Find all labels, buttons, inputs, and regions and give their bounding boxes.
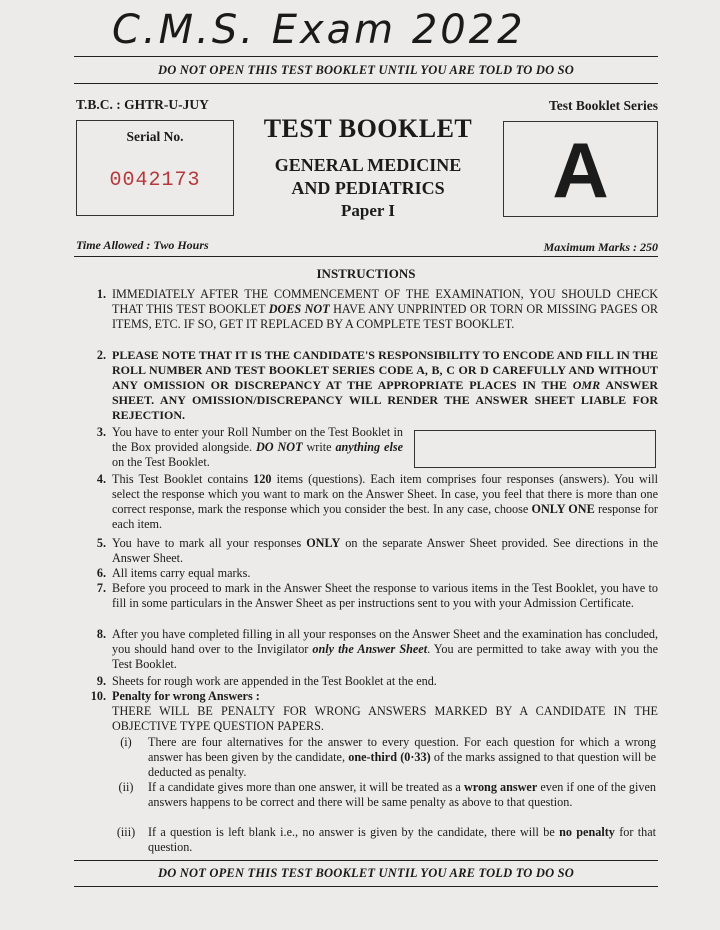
subject-line-1: GENERAL MEDICINE: [274, 155, 462, 175]
instructions-heading: INSTRUCTIONS: [316, 266, 416, 281]
instruction-number: 8.: [96, 627, 106, 641]
instruction-text: If a candidate gives more than one answer, it will be treated as a: [148, 780, 464, 794]
time-allowed: Time Allowed : Two Hours: [76, 238, 209, 252]
instruction-text: Before you proceed to mark in the Answer Sheet the response to various items in the Test Booklet, you have to fill in some particulars in the Answer Sheet as per instructions sent to you with your Admission Certificate.: [112, 581, 658, 610]
instruction-number: 7.: [96, 581, 106, 595]
subject-line-2: AND PEDIATRICS: [291, 178, 445, 198]
top-rule: [74, 56, 658, 57]
instruction-text: IMMEDIATELY AFTER THE COMMENCEMENT OF THE EXAMINATION, YOU SHOULD CHECK THAT THIS TEST BOOKLET: [112, 287, 658, 316]
instruction-number: 3.: [96, 425, 106, 439]
booklet-title: TEST BOOKLET: [263, 114, 473, 143]
subitem-number: (i): [120, 735, 132, 749]
instruction-text: . You are permitted to take away with you the Test Booklet.: [112, 642, 658, 671]
bottom-banner: DO NOT OPEN THIS TEST BOOKLET UNTIL YOU ARE TOLD TO DO SO: [157, 866, 575, 880]
instruction-emphasis: only the Answer Sheet: [312, 642, 428, 656]
serial-number: 0042173: [109, 169, 201, 192]
penalty-heading: Penalty for wrong Answers :: [112, 689, 260, 703]
instruction-number: 2.: [96, 348, 106, 362]
instruction-emphasis: anything else: [335, 440, 404, 454]
instruction-text: Sheets for rough work are appended in the Test Booklet at the end.: [112, 674, 437, 688]
instruction-text: If a question is left blank i.e., no answer is given by the candidate, there will be: [148, 825, 560, 839]
instruction-text: write: [302, 440, 336, 454]
instruction-emphasis: 120: [253, 472, 272, 486]
maximum-marks: Maximum Marks : 250: [543, 240, 658, 254]
instruction-text: This Test Booklet contains: [112, 472, 254, 486]
instruction-emphasis: DOES NOT: [268, 302, 330, 316]
tbc-code: T.B.C. : GHTR-U-JUY: [76, 97, 209, 112]
instruction-number: 5.: [96, 536, 106, 550]
instruction-text: items (questions). Each item comprises four responses (answers). You will select the response which you want to mark on the Answer Sheet. In case, you feel that there is more than one correct response, mark the response which you consider the best. In any case, choose: [112, 472, 658, 516]
instruction-text: All items carry equal marks.: [112, 566, 251, 580]
instruction-text: After you have completed filling in all your responses on the Answer Sheet and the examination has concluded, you should hand over to the Invigilator: [112, 627, 658, 656]
instruction-emphasis: DO NOT: [255, 440, 303, 454]
instruction-text: THERE WILL BE PENALTY FOR WRONG ANSWERS MARKED BY A CANDIDATE IN THE OBJECTIVE TYPE QUESTION PAPERS.: [112, 704, 658, 733]
instruction-emphasis: wrong answer: [463, 780, 538, 794]
instruction-number: 1.: [96, 287, 106, 301]
instruction-text: ANSWER SHEET. ANY OMISSION/DISCREPANCY WILL RENDER THE ANSWER SHEET LIABLE FOR REJECTION.: [112, 378, 658, 422]
series-letter: A: [552, 126, 609, 214]
top-rule-lower: [74, 83, 658, 84]
series-box: [503, 121, 658, 217]
subitem-number: (ii): [118, 780, 134, 794]
instruction-emphasis: no penalty: [559, 825, 615, 839]
serial-label: Serial No.: [126, 129, 184, 144]
subitem-number: (iii): [116, 825, 136, 839]
instruction-text: There are four alternatives for the answer to every question. For each question for which a wrong answer has been given by the candidate,: [148, 735, 656, 764]
instruction-text: on the separate Answer Sheet provided. See directions in the Answer Sheet.: [112, 536, 658, 565]
instruction-emphasis: one-third (0·33): [348, 750, 431, 764]
instruction-text: response for each item.: [112, 502, 658, 531]
instruction-text: HAVE ANY UNPRINTED OR TORN OR MISSING PAGES OR ITEMS, ETC. IF SO, GET IT REPLACED BY A COMPLETE TEST BOOKLET.: [112, 302, 658, 331]
instruction-emphasis: OMR: [572, 378, 601, 392]
instruction-emphasis: ONLY: [306, 536, 341, 550]
instruction-number: 4.: [96, 472, 106, 486]
instruction-text: You have to enter your Roll Number on the Test Booklet in the Box provided alongside.: [112, 425, 403, 454]
top-banner: DO NOT OPEN THIS TEST BOOKLET UNTIL YOU ARE TOLD TO DO SO: [157, 63, 575, 77]
instruction-text: PLEASE NOTE THAT IT IS THE CANDIDATE'S RESPONSIBILITY TO ENCODE AND FILL IN THE ROLL NUMBER AND TEST BOOKLET SERIES CODE A, B, C OR D CAREFULLY AND WITHOUT ANY OMISSION OR DISCREPANCY AT THE APPROPRIATE PLACES IN THE: [112, 348, 658, 392]
instruction-emphasis: ONLY ONE: [531, 502, 595, 516]
instruction-number: 6.: [96, 566, 106, 580]
bottom-rule-lower: [74, 886, 658, 887]
handwritten-title: C.M.S. Exam 2022: [112, 7, 526, 53]
instruction-text: You have to mark all your responses: [112, 536, 307, 550]
test-booklet-series-label: Test Booklet Series: [549, 98, 658, 113]
instruction-text: even if one of the given answers happens to be correct and there will be same penalty as above to that question.: [148, 780, 656, 809]
header-rule: [74, 256, 658, 257]
serial-number-box: [76, 120, 234, 216]
instruction-text: on the Test Booklet.: [112, 455, 210, 469]
instruction-text: of the marks assigned to that question will be deducted as penalty.: [148, 750, 656, 779]
bottom-rule: [74, 860, 658, 861]
instruction-number: 10.: [90, 689, 106, 703]
roll-number-box[interactable]: [414, 430, 656, 468]
instruction-text: for that question.: [148, 825, 656, 854]
instruction-number: 9.: [96, 674, 106, 688]
paper-label: Paper I: [341, 201, 395, 220]
